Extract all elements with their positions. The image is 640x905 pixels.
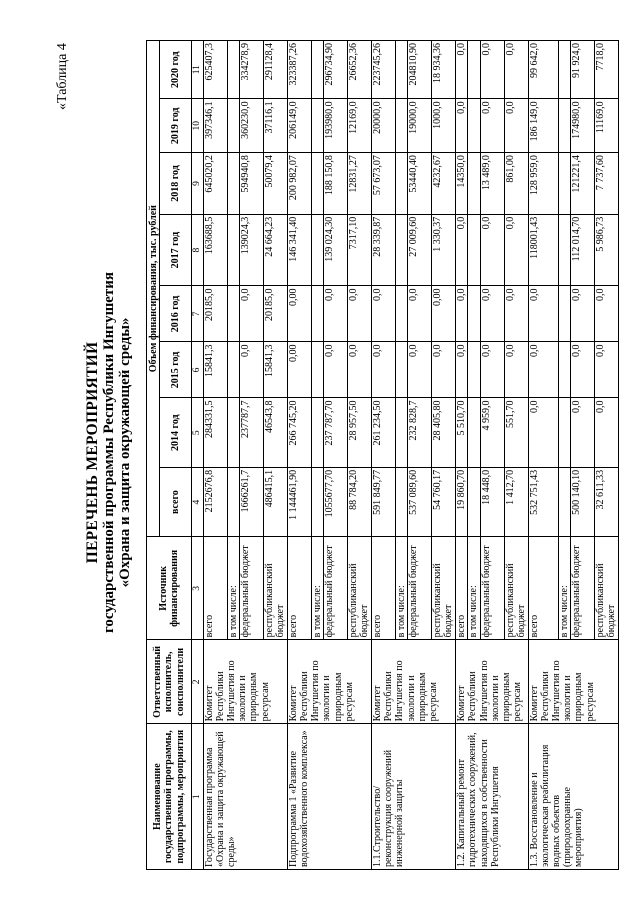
- amount-year: 0,0: [456, 41, 468, 99]
- funding-source: всего: [528, 537, 558, 640]
- amount-year: 1 330,37: [432, 214, 456, 286]
- responsible-executor: Комитет Республики Ингушетия по экологии и природным ресурсам: [456, 640, 528, 724]
- amount-year: [468, 41, 480, 99]
- amount-year: 163688,5: [203, 214, 227, 286]
- amount-year: 1000,0: [432, 99, 456, 153]
- amount-year: 4 959,0: [480, 398, 504, 467]
- funding-source: всего: [456, 537, 468, 640]
- amount-year: [468, 99, 480, 153]
- amount-year: 193980,0: [324, 99, 348, 153]
- amount-year: 0,0: [528, 398, 558, 467]
- amount-year: 0,0: [504, 41, 528, 99]
- amount-total: 537 089,60: [408, 467, 432, 536]
- amount-year: [558, 342, 570, 398]
- amount-total: 500 140,10: [570, 467, 594, 536]
- amount-year: 0,0: [594, 286, 618, 342]
- funding-source: республиканский бюджет: [594, 537, 618, 640]
- amount-year: [396, 99, 408, 153]
- amount-year: 0,0: [408, 342, 432, 398]
- column-number: 2: [192, 640, 204, 724]
- amount-total: 1666261,7: [239, 467, 263, 536]
- amount-year: 284331,5: [203, 398, 227, 467]
- responsible-executor: Комитет Республики Ингушетия по экологии и природным ресурсам: [528, 640, 618, 724]
- funding-source: федеральный бюджет: [408, 537, 432, 640]
- amount-year: 118001,43: [528, 214, 558, 286]
- header-name: Наименование государственной программы, подпрограммы, мероприятия: [147, 724, 192, 870]
- header-total: всего: [160, 467, 192, 536]
- amount-year: 50079,4: [263, 153, 287, 215]
- amount-total: 1055677,70: [324, 467, 348, 536]
- amount-year: [468, 398, 480, 467]
- amount-year: 0,0: [239, 342, 263, 398]
- amount-year: 232 828,7: [408, 398, 432, 467]
- amount-year: 0,0: [570, 398, 594, 467]
- amount-year: 139 024,30: [324, 214, 348, 286]
- amount-total: 1 412,70: [504, 467, 528, 536]
- column-number: 11: [192, 41, 204, 99]
- amount-year: 7 737,60: [594, 153, 618, 215]
- column-number: 6: [192, 342, 204, 398]
- column-number: 5: [192, 398, 204, 467]
- amount-year: 594940,8: [239, 153, 263, 215]
- amount-year: 0,0: [324, 342, 348, 398]
- funding-source: федеральный бюджет: [239, 537, 263, 640]
- amount-year: 200 982,07: [287, 153, 311, 215]
- amount-year: 18 934,36: [432, 41, 456, 99]
- amount-total: 19 860,70: [456, 467, 468, 536]
- amount-year: 861,00: [504, 153, 528, 215]
- amount-year: 0,0: [480, 342, 504, 398]
- amount-year: 0,0: [480, 41, 504, 99]
- funding-source: всего: [372, 537, 396, 640]
- column-number: 4: [192, 467, 204, 536]
- amount-year: [396, 398, 408, 467]
- amount-year: [227, 286, 239, 342]
- funding-source: всего: [203, 537, 227, 640]
- table-row: [372, 41, 396, 870]
- amount-year: [396, 214, 408, 286]
- amount-year: 0,0: [348, 286, 372, 342]
- amount-year: 28 957,50: [348, 398, 372, 467]
- amount-year: [396, 342, 408, 398]
- activity-name: Подпрограмма 1 «Развитие водохозяйственного комплекса»: [287, 724, 371, 870]
- amount-year: 0,0: [528, 286, 558, 342]
- header-source: Источник финансирования: [147, 537, 192, 640]
- amount-year: 13 489,0: [480, 153, 504, 215]
- amount-total: 1 144461,90: [287, 467, 311, 536]
- amount-total: [311, 467, 323, 536]
- amount-year: [558, 286, 570, 342]
- amount-year: 7317,10: [348, 214, 372, 286]
- amount-year: 0,0: [480, 286, 504, 342]
- funding-source: федеральный бюджет: [570, 537, 594, 640]
- amount-year: [396, 41, 408, 99]
- table-row: [528, 41, 558, 870]
- amount-year: [311, 99, 323, 153]
- amount-year: 146 341,40: [287, 214, 311, 286]
- amount-year: 174980,0: [570, 99, 594, 153]
- amount-year: 12169,0: [348, 99, 372, 153]
- amount-year: [468, 286, 480, 342]
- column-number: 7: [192, 286, 204, 342]
- activity-name: Государственная программа «Охрана и защита окружающей среды»: [203, 724, 287, 870]
- activity-name: 1.1.Строительство/реконструкция сооружений инженерной защиты: [372, 724, 456, 870]
- header-volume: Объем финансирования, тыс. рублей: [147, 41, 160, 537]
- amount-year: 99 642,0: [528, 41, 558, 99]
- amount-year: 206149,0: [287, 99, 311, 153]
- funding-source: федеральный бюджет: [480, 537, 504, 640]
- amount-year: 139024,3: [239, 214, 263, 286]
- column-number: 3: [192, 537, 204, 640]
- header-year: 2018 год: [160, 153, 192, 215]
- header-year: 2019 год: [160, 99, 192, 153]
- amount-year: 0,0: [480, 214, 504, 286]
- amount-year: 121221,4: [570, 153, 594, 215]
- amount-year: [311, 398, 323, 467]
- amount-year: 14350,0: [456, 153, 468, 215]
- amount-year: 28 405,80: [432, 398, 456, 467]
- activities-table: [146, 40, 619, 870]
- amount-year: 0,0: [456, 214, 468, 286]
- funding-source: в том числе:: [396, 537, 408, 640]
- amount-year: 296734,90: [324, 41, 348, 99]
- funding-source: в том числе:: [468, 537, 480, 640]
- amount-year: [227, 214, 239, 286]
- responsible-executor: Комитет Республики Ингушетия по экологии и природным ресурсам: [203, 640, 287, 724]
- funding-source: республиканский бюджет: [348, 537, 372, 640]
- amount-year: 223745,26: [372, 41, 396, 99]
- amount-year: [468, 153, 480, 215]
- amount-total: [468, 467, 480, 536]
- amount-year: [558, 398, 570, 467]
- table-body: [192, 41, 619, 870]
- amount-year: 27 009,60: [408, 214, 432, 286]
- amount-year: 11169,0: [594, 99, 618, 153]
- amount-year: 645020,2: [203, 153, 227, 215]
- amount-year: 0,0: [408, 286, 432, 342]
- amount-year: 15841,3: [263, 342, 287, 398]
- amount-year: 0,0: [504, 342, 528, 398]
- amount-year: 0,0: [594, 398, 618, 467]
- header-year: 2020 год: [160, 41, 192, 99]
- amount-year: [227, 342, 239, 398]
- table-label: «Таблица 4: [55, 43, 70, 110]
- amount-year: 0,0: [504, 99, 528, 153]
- header-year: 2015 год: [160, 342, 192, 398]
- amount-year: [396, 286, 408, 342]
- amount-year: 0,0: [594, 342, 618, 398]
- amount-year: 266 745,20: [287, 398, 311, 467]
- amount-year: [468, 342, 480, 398]
- amount-year: 0,0: [372, 342, 396, 398]
- amount-year: 46543,8: [263, 398, 287, 467]
- responsible-executor: Комитет Республики Ингушетия по экологии и природным ресурсам: [287, 640, 371, 724]
- activity-name: 1.3. Восстановление и экологическая реабилитация водных объектов (природоохранные мероприятия): [528, 724, 618, 870]
- funding-source: в том числе:: [227, 537, 239, 640]
- amount-year: [558, 41, 570, 99]
- amount-year: [396, 153, 408, 215]
- funding-source: в том числе:: [311, 537, 323, 640]
- page-title: ПЕРЕЧЕНЬ МЕРОПРИЯТИЙ: [84, 341, 101, 564]
- amount-year: 0,0: [480, 99, 504, 153]
- amount-year: 20185,0: [263, 286, 287, 342]
- amount-total: 486415,1: [263, 467, 287, 536]
- amount-year: 0,0: [570, 286, 594, 342]
- amount-year: 397346,1: [203, 99, 227, 153]
- amount-year: [311, 286, 323, 342]
- column-number: 8: [192, 214, 204, 286]
- header-year: 2014 год: [160, 398, 192, 467]
- table-row: [456, 41, 468, 870]
- column-number: 1: [192, 724, 204, 870]
- amount-year: 0,0: [570, 342, 594, 398]
- amount-year: 323387,26: [287, 41, 311, 99]
- amount-year: 0,0: [528, 342, 558, 398]
- activity-name: 1.2. Капитальный ремонт гидротехнических сооружений, находящихся в собственности Республики Ингушетия: [456, 724, 528, 870]
- amount-total: [396, 467, 408, 536]
- amount-total: 591 849,77: [372, 467, 396, 536]
- amount-year: 0,0: [456, 342, 468, 398]
- amount-year: 15841,3: [203, 342, 227, 398]
- column-number: 10: [192, 99, 204, 153]
- column-number: 9: [192, 153, 204, 215]
- funding-source: всего: [287, 537, 311, 640]
- funding-source: республиканский бюджет: [504, 537, 528, 640]
- amount-year: 237787,7: [239, 398, 263, 467]
- amount-year: 12831,27: [348, 153, 372, 215]
- amount-year: 112 014,70: [570, 214, 594, 286]
- funding-source: федеральный бюджет: [324, 537, 348, 640]
- amount-year: [311, 214, 323, 286]
- amount-year: 0,0: [456, 99, 468, 153]
- funding-source: в том числе:: [558, 537, 570, 640]
- amount-total: 2152676,8: [203, 467, 227, 536]
- amount-year: [311, 41, 323, 99]
- amount-year: 5 986,73: [594, 214, 618, 286]
- amount-year: 26652,36: [348, 41, 372, 99]
- amount-year: 0,0: [456, 286, 468, 342]
- amount-year: [227, 153, 239, 215]
- amount-year: 0,0: [504, 286, 528, 342]
- amount-year: 188 150,8: [324, 153, 348, 215]
- amount-year: 360230,0: [239, 99, 263, 153]
- amount-year: [227, 41, 239, 99]
- header-year: 2017 год: [160, 214, 192, 286]
- amount-year: 551,70: [504, 398, 528, 467]
- amount-year: [558, 214, 570, 286]
- amount-year: [558, 153, 570, 215]
- amount-year: 20185,0: [203, 286, 227, 342]
- amount-year: [227, 99, 239, 153]
- amount-total: [227, 467, 239, 536]
- table-row: [287, 41, 311, 870]
- amount-year: [227, 398, 239, 467]
- amount-year: 0,0: [348, 342, 372, 398]
- amount-year: 53440,40: [408, 153, 432, 215]
- amount-year: 0,0: [324, 286, 348, 342]
- amount-year: 91 924,0: [570, 41, 594, 99]
- amount-total: 532 751,43: [528, 467, 558, 536]
- amount-total: 18 448,0: [480, 467, 504, 536]
- amount-year: 0,00: [432, 286, 456, 342]
- header-year: 2016 год: [160, 286, 192, 342]
- amount-year: 19000,0: [408, 99, 432, 153]
- amount-total: 32 611,33: [594, 467, 618, 536]
- amount-year: 0,0: [504, 214, 528, 286]
- amount-year: 24 664,23: [263, 214, 287, 286]
- amount-year: 0,0: [372, 286, 396, 342]
- amount-year: 57 673,07: [372, 153, 396, 215]
- amount-year: 20000,0: [372, 99, 396, 153]
- page-subtitle: государственной программы Республики Ингушетия: [101, 271, 117, 634]
- amount-year: 0,0: [432, 342, 456, 398]
- amount-year: 5 510,70: [456, 398, 468, 467]
- amount-year: 37116,1: [263, 99, 287, 153]
- amount-total: 54 760,17: [432, 467, 456, 536]
- amount-year: 0,00: [287, 342, 311, 398]
- amount-year: 128 959,0: [528, 153, 558, 215]
- amount-year: 334278,9: [239, 41, 263, 99]
- amount-year: 0,0: [239, 286, 263, 342]
- amount-year: 291128,4: [263, 41, 287, 99]
- amount-year: 204810,90: [408, 41, 432, 99]
- amount-year: 0,00: [287, 286, 311, 342]
- amount-year: [468, 214, 480, 286]
- funding-source: республиканский бюджет: [263, 537, 287, 640]
- amount-year: [311, 153, 323, 215]
- amount-year: 186 149,0: [528, 99, 558, 153]
- amount-year: 261 234,50: [372, 398, 396, 467]
- table-row: [203, 41, 227, 870]
- column-numbers-row: [192, 41, 204, 870]
- responsible-executor: Комитет Республики Ингушетия по экологии и природным ресурсам: [372, 640, 456, 724]
- amount-total: [558, 467, 570, 536]
- program-title: «Охрана и защита окружающей среды»: [117, 317, 133, 588]
- amount-year: 237 787,70: [324, 398, 348, 467]
- amount-year: 28 339,87: [372, 214, 396, 286]
- amount-year: 7718,0: [594, 41, 618, 99]
- funding-source: республиканский бюджет: [432, 537, 456, 640]
- amount-year: 625407,3: [203, 41, 227, 99]
- header-executor: Ответственный исполнитель, соисполнители: [147, 640, 192, 724]
- amount-total: 88 784,20: [348, 467, 372, 536]
- amount-year: 4232,67: [432, 153, 456, 215]
- amount-year: [558, 99, 570, 153]
- amount-year: [311, 342, 323, 398]
